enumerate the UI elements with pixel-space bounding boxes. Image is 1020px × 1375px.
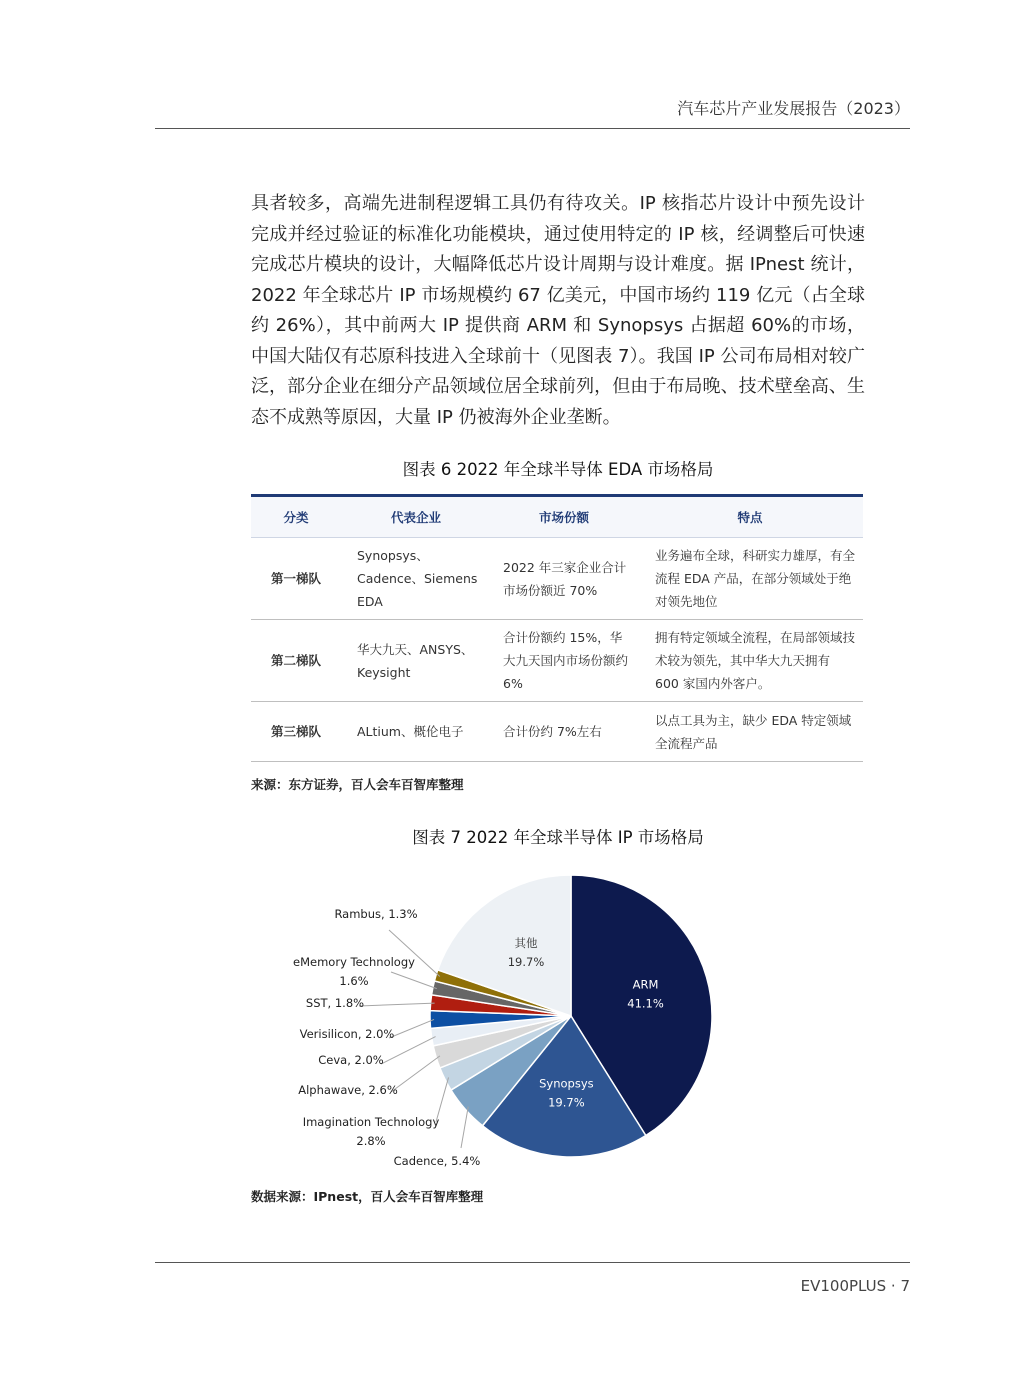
row-share: 合计份额约 15%，华大九天国内市场份额约 6%: [491, 620, 637, 702]
slice-callout-label: Rambus, 1.3%: [334, 907, 418, 921]
table-row: [251, 702, 863, 762]
leader-line: [389, 1019, 434, 1038]
page-footer: EV100PLUS · 7: [800, 1277, 910, 1295]
row-features: 拥有特定领域全流程，在局部领域技术较为领先，其中华大九天拥有 600 家国内外客户。: [637, 620, 863, 702]
slice-callout-label: 1.6%: [339, 974, 369, 988]
header-share: 市场份额: [491, 496, 637, 538]
eda-market-table: [251, 494, 863, 762]
slice-value-label: 19.7%: [507, 954, 545, 969]
table-row: [251, 620, 863, 702]
table-row: [251, 538, 863, 620]
slice-callout-label: Imagination Technology: [302, 1115, 440, 1129]
slice-name-label: Synopsys: [539, 1076, 594, 1091]
leader-line: [391, 1056, 440, 1092]
leader-line: [461, 1107, 468, 1148]
footer-divider: [155, 1262, 910, 1263]
slice-name-label: ARM: [632, 977, 659, 992]
slice-callout-label: Ceva, 2.0%: [318, 1053, 384, 1067]
pie-figure-title: 图表 7 2022 年全球半导体 IP 市场格局: [412, 828, 704, 847]
row-companies: ALtium、概伦电子: [341, 702, 491, 762]
slice-callout-label: SST, 1.8%: [305, 996, 365, 1010]
slice-callout-label: Cadence, 5.4%: [393, 1154, 481, 1168]
row-share: 2022 年三家企业合计市场份额近 70%: [491, 538, 637, 620]
pie-source-note: 数据来源：IPnest，百人会车百智库整理: [251, 1189, 484, 1204]
row-category: 第二梯队: [251, 620, 341, 702]
ip-market-pie-chart: [251, 860, 865, 1180]
leader-line: [359, 1003, 435, 1006]
header-divider: [155, 128, 910, 129]
header-companies: 代表企业: [341, 496, 491, 538]
slice-callout-label: eMemory Technology: [293, 955, 415, 969]
table-figure-title: 图表 6 2022 年全球半导体 EDA 市场格局: [402, 460, 714, 479]
slice-callout-label: 2.8%: [356, 1134, 386, 1148]
table-source-note: 来源：东方证券，百人会车百智库整理: [251, 777, 464, 792]
slice-name-label: 其他: [514, 935, 538, 950]
leader-line: [389, 930, 440, 977]
slice-value-label: 19.7%: [548, 1095, 585, 1110]
body-paragraph: 具者较多，高端先进制程逻辑工具仍有待攻关。IP 核指芯片设计中预先设计完成并经过验证的标准化功能模块，通过使用特定的 IP 核，经调整后可快速完成芯片模块的设计，大幅降低芯片设计周期与设计难度。据 IPnest 统计，2022 年全球芯片 IP 市场规模约 67 亿美元，中国市场约 119 亿元（占全球约 26%），其中前两大 IP 提供商 ARM 和 Synopsys 占据超 60%的市场，中国大陆仅有芯原科技进入全球前十（见图表 7）。我国 IP 公司布局相对较广泛，部分企业在细分产品领域位居全球前列，但由于布局晚、技术壁垒高、生态不成熟等原因，大量 IP 仍被海外企业垄断。: [251, 193, 865, 428]
leader-line: [391, 972, 437, 989]
row-category: 第一梯队: [251, 538, 341, 620]
row-companies: 华大九天、ANSYS、Keysight: [341, 620, 491, 702]
row-features: 业务遍布全球，科研实力雄厚，有全流程 EDA 产品，在部分领域处于绝对领先地位: [637, 538, 863, 620]
row-companies: Synopsys、Cadence、Siemens EDA: [341, 538, 491, 620]
slice-value-label: 41.1%: [627, 996, 664, 1011]
header-features: 特点: [637, 496, 863, 538]
row-category: 第三梯队: [251, 702, 341, 762]
slice-callout-label: Alphawave, 2.6%: [298, 1083, 398, 1097]
row-features: 以点工具为主，缺少 EDA 特定领域全流程产品: [637, 702, 863, 762]
slice-callout-label: Verisilicon, 2.0%: [299, 1027, 395, 1041]
row-share: 合计份约 7%左右: [491, 702, 637, 762]
table-header-row: [251, 496, 863, 538]
header-category: 分类: [251, 496, 341, 538]
running-header-title: 汽车芯片产业发展报告（2023）: [677, 99, 910, 118]
